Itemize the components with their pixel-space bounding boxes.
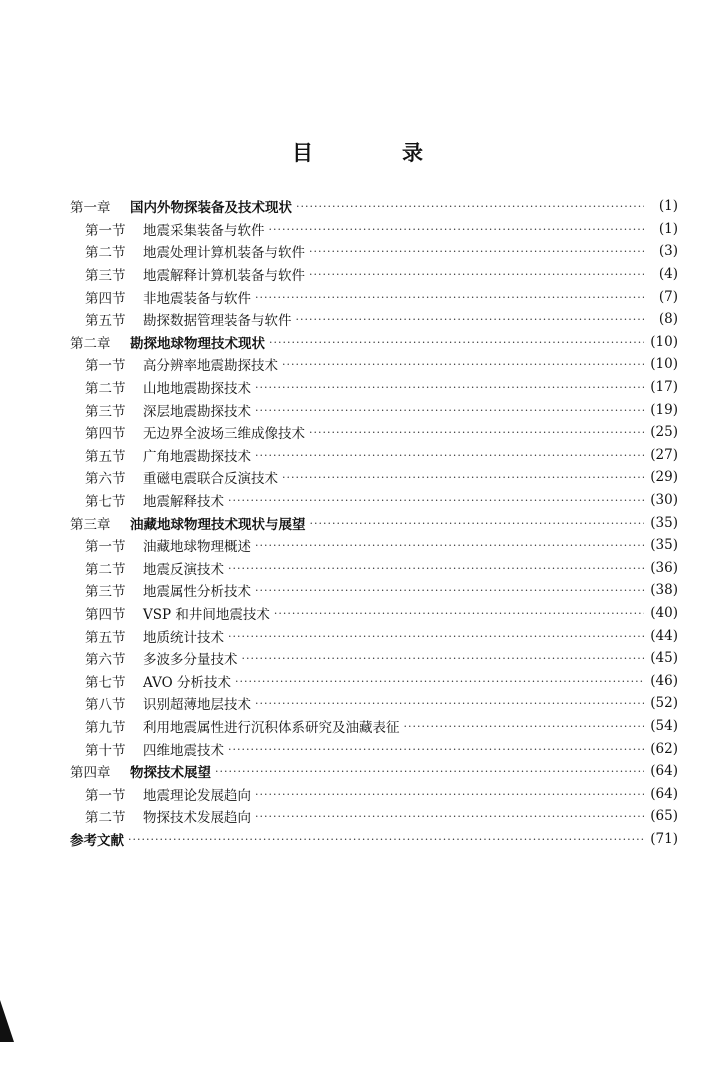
dot-leader <box>274 605 644 619</box>
toc-section-row[interactable] <box>70 782 678 805</box>
dot-leader <box>269 334 644 348</box>
toc-entry-title: 地震反演技术 <box>143 561 224 578</box>
toc-section-row[interactable] <box>70 353 678 376</box>
toc-entry-title: 深层地震勘探技术 <box>143 403 251 420</box>
page-title: 目 录 <box>292 141 457 165</box>
toc-entry-title: 地震解释计算机装备与软件 <box>143 268 305 285</box>
toc-entry-number: 第一节 <box>85 358 126 375</box>
dot-leader <box>296 198 644 212</box>
dot-leader <box>215 763 644 777</box>
corner-scan-mark <box>0 1000 14 1042</box>
toc-entry-number: 第四节 <box>85 426 126 443</box>
toc-section-row[interactable] <box>70 647 678 670</box>
toc-entry-title: 高分辨率地震勘探技术 <box>143 358 278 375</box>
toc-page-number: (52) <box>650 695 678 712</box>
toc-entry-number: 第五节 <box>85 629 126 646</box>
toc-page-number: (7) <box>658 288 678 305</box>
dot-leader <box>228 741 644 755</box>
toc-entry-number: 第一节 <box>85 222 126 239</box>
toc-entry-title: 识别超薄地层技术 <box>143 697 251 714</box>
dot-leader <box>255 786 644 800</box>
toc-entry-title: 油藏地球物理技术现状与展望 <box>130 516 306 533</box>
toc-entry-number: 第三节 <box>85 584 126 601</box>
dot-leader <box>235 673 644 687</box>
toc-page-number: (19) <box>650 401 678 418</box>
toc-entry-title: 利用地震属性进行沉积体系研究及油藏表征 <box>143 719 400 736</box>
toc-entry-number: 第一节 <box>85 787 126 804</box>
toc-entry-title: 地震解释技术 <box>143 494 224 511</box>
dot-leader <box>282 469 644 483</box>
dot-leader <box>255 379 644 393</box>
toc-section-row[interactable] <box>70 579 678 602</box>
dot-leader <box>255 537 644 551</box>
dot-leader <box>282 356 644 370</box>
toc-chapter-row[interactable] <box>70 195 678 218</box>
toc-entry-title: 勘探地球物理技术现状 <box>130 335 265 352</box>
toc-entry-number: 第三节 <box>85 268 126 285</box>
toc-entry-title: 地震理论发展趋向 <box>143 787 251 804</box>
dot-leader <box>309 243 644 257</box>
dot-leader <box>309 266 644 280</box>
dot-leader <box>255 447 644 461</box>
toc-section-row[interactable] <box>70 308 678 331</box>
toc-section-row[interactable] <box>70 240 678 263</box>
toc-page-number: (10) <box>650 356 678 373</box>
dot-leader <box>228 492 644 506</box>
toc-section-row[interactable] <box>70 534 678 557</box>
toc-section-row[interactable] <box>70 557 678 580</box>
toc-entry-title: 地震属性分析技术 <box>143 584 251 601</box>
toc-entry-title: 重磁电震联合反演技术 <box>143 471 278 488</box>
toc-section-row[interactable] <box>70 376 678 399</box>
toc-section-row[interactable] <box>70 398 678 421</box>
toc-entry-title: 地震采集装备与软件 <box>143 222 265 239</box>
toc-page-number: (46) <box>650 672 678 689</box>
toc-entry-title: 四维地震技术 <box>143 742 224 759</box>
dot-leader <box>255 402 644 416</box>
dot-leader <box>296 311 645 325</box>
toc-page-number: (17) <box>650 379 678 396</box>
toc-section-row[interactable] <box>70 285 678 308</box>
dot-leader <box>255 808 644 822</box>
toc-entry-number: 第二章 <box>70 335 111 352</box>
dot-leader <box>228 560 644 574</box>
toc-section-row[interactable] <box>70 737 678 760</box>
toc-entry-number: 第五节 <box>85 448 126 465</box>
toc-entry-title: 多波多分量技术 <box>143 652 238 669</box>
toc-entry-title: 非地震装备与软件 <box>143 290 251 307</box>
toc-page-number: (1) <box>658 198 678 215</box>
toc-chapter-row[interactable] <box>70 331 678 354</box>
toc-entry-number: 第三章 <box>70 516 111 533</box>
toc-page-number: (35) <box>650 537 678 554</box>
toc-page-number: (1) <box>658 220 678 237</box>
toc-entry-title: 无边界全波场三维成像技术 <box>143 426 305 443</box>
toc-page-number: (64) <box>650 785 678 802</box>
toc-section-row[interactable] <box>70 692 678 715</box>
toc-entry-title: 地质统计技术 <box>143 629 224 646</box>
toc-chapter-row[interactable] <box>70 511 678 534</box>
toc-entry-number: 第四节 <box>85 290 126 307</box>
toc-section-row[interactable] <box>70 489 678 512</box>
toc-page-number: (38) <box>650 582 678 599</box>
toc-entry-title: VSP 和井间地震技术 <box>143 606 270 623</box>
toc-page-number: (10) <box>650 333 678 350</box>
toc-entry-number: 第六节 <box>85 471 126 488</box>
dot-leader <box>404 718 645 732</box>
toc-page-number: (65) <box>650 808 678 825</box>
toc-entry-number: 第四章 <box>70 765 111 782</box>
toc-page-number: (44) <box>650 627 678 644</box>
toc-entry-number: 第七节 <box>85 674 126 691</box>
dot-leader <box>309 424 644 438</box>
toc-section-row[interactable] <box>70 624 678 647</box>
toc-section-row[interactable] <box>70 466 678 489</box>
toc-section-row[interactable] <box>70 669 678 692</box>
toc-section-row[interactable] <box>70 444 678 467</box>
toc-page-number: (4) <box>658 266 678 283</box>
toc-entry-title: 参考文献 <box>70 832 124 849</box>
toc-page-number: (29) <box>650 469 678 486</box>
toc-page-number: (36) <box>650 559 678 576</box>
toc-entry-title: 地震处理计算机装备与软件 <box>143 245 305 262</box>
toc-section-row[interactable] <box>70 602 678 625</box>
toc-section-row[interactable] <box>70 805 678 828</box>
toc-page-number: (62) <box>650 740 678 757</box>
toc-entry-number: 第九节 <box>85 719 126 736</box>
toc-page-number: (35) <box>650 514 678 531</box>
dot-leader <box>310 515 645 529</box>
dot-leader <box>128 831 644 845</box>
toc-entry-number: 第二节 <box>85 561 126 578</box>
toc-entry-title: 物探技术展望 <box>130 765 211 782</box>
dot-leader <box>255 289 644 303</box>
toc-entry-title: 广角地震勘探技术 <box>143 448 251 465</box>
toc-page-number: (3) <box>658 243 678 260</box>
toc-entry-number: 第一章 <box>70 200 111 217</box>
toc-entry-title: 勘探数据管理装备与软件 <box>143 313 292 330</box>
dot-leader <box>255 582 644 596</box>
toc-entry-number: 第五节 <box>85 313 126 330</box>
toc-page-number: (27) <box>650 446 678 463</box>
toc-entry-number: 第一节 <box>85 539 126 556</box>
dot-leader <box>255 695 644 709</box>
toc-chapter-row[interactable] <box>70 828 678 851</box>
table-of-contents <box>70 195 678 850</box>
toc-section-row[interactable] <box>70 218 678 241</box>
dot-leader <box>269 221 645 235</box>
toc-page-number: (40) <box>650 604 678 621</box>
toc-page-number: (54) <box>650 717 678 734</box>
toc-entry-number: 第二节 <box>85 810 126 827</box>
toc-page-number: (64) <box>650 763 678 780</box>
toc-entry-number: 第四节 <box>85 606 126 623</box>
toc-entry-title: 油藏地球物理概述 <box>143 539 251 556</box>
toc-chapter-row[interactable] <box>70 760 678 783</box>
toc-section-row[interactable] <box>70 421 678 444</box>
toc-entry-number: 第二节 <box>85 245 126 262</box>
toc-entry-number: 第三节 <box>85 403 126 420</box>
toc-page-number: (25) <box>650 424 678 441</box>
toc-entry-number: 第六节 <box>85 652 126 669</box>
toc-entry-title: AVO 分析技术 <box>143 674 231 691</box>
toc-entry-title: 国内外物探装备及技术现状 <box>130 200 292 217</box>
toc-entry-number: 第二节 <box>85 381 126 398</box>
toc-page-number: (8) <box>658 311 678 328</box>
toc-entry-number: 第十节 <box>85 742 126 759</box>
dot-leader <box>242 650 645 664</box>
toc-page-number: (45) <box>650 650 678 667</box>
toc-page-number: (71) <box>650 830 678 847</box>
toc-entry-number: 第八节 <box>85 697 126 714</box>
toc-entry-title: 山地地震勘探技术 <box>143 381 251 398</box>
toc-entry-title: 物探技术发展趋向 <box>143 810 251 827</box>
toc-section-row[interactable] <box>70 263 678 286</box>
toc-entry-number: 第七节 <box>85 494 126 511</box>
toc-page-number: (30) <box>650 492 678 509</box>
toc-section-row[interactable] <box>70 715 678 738</box>
dot-leader <box>228 628 644 642</box>
